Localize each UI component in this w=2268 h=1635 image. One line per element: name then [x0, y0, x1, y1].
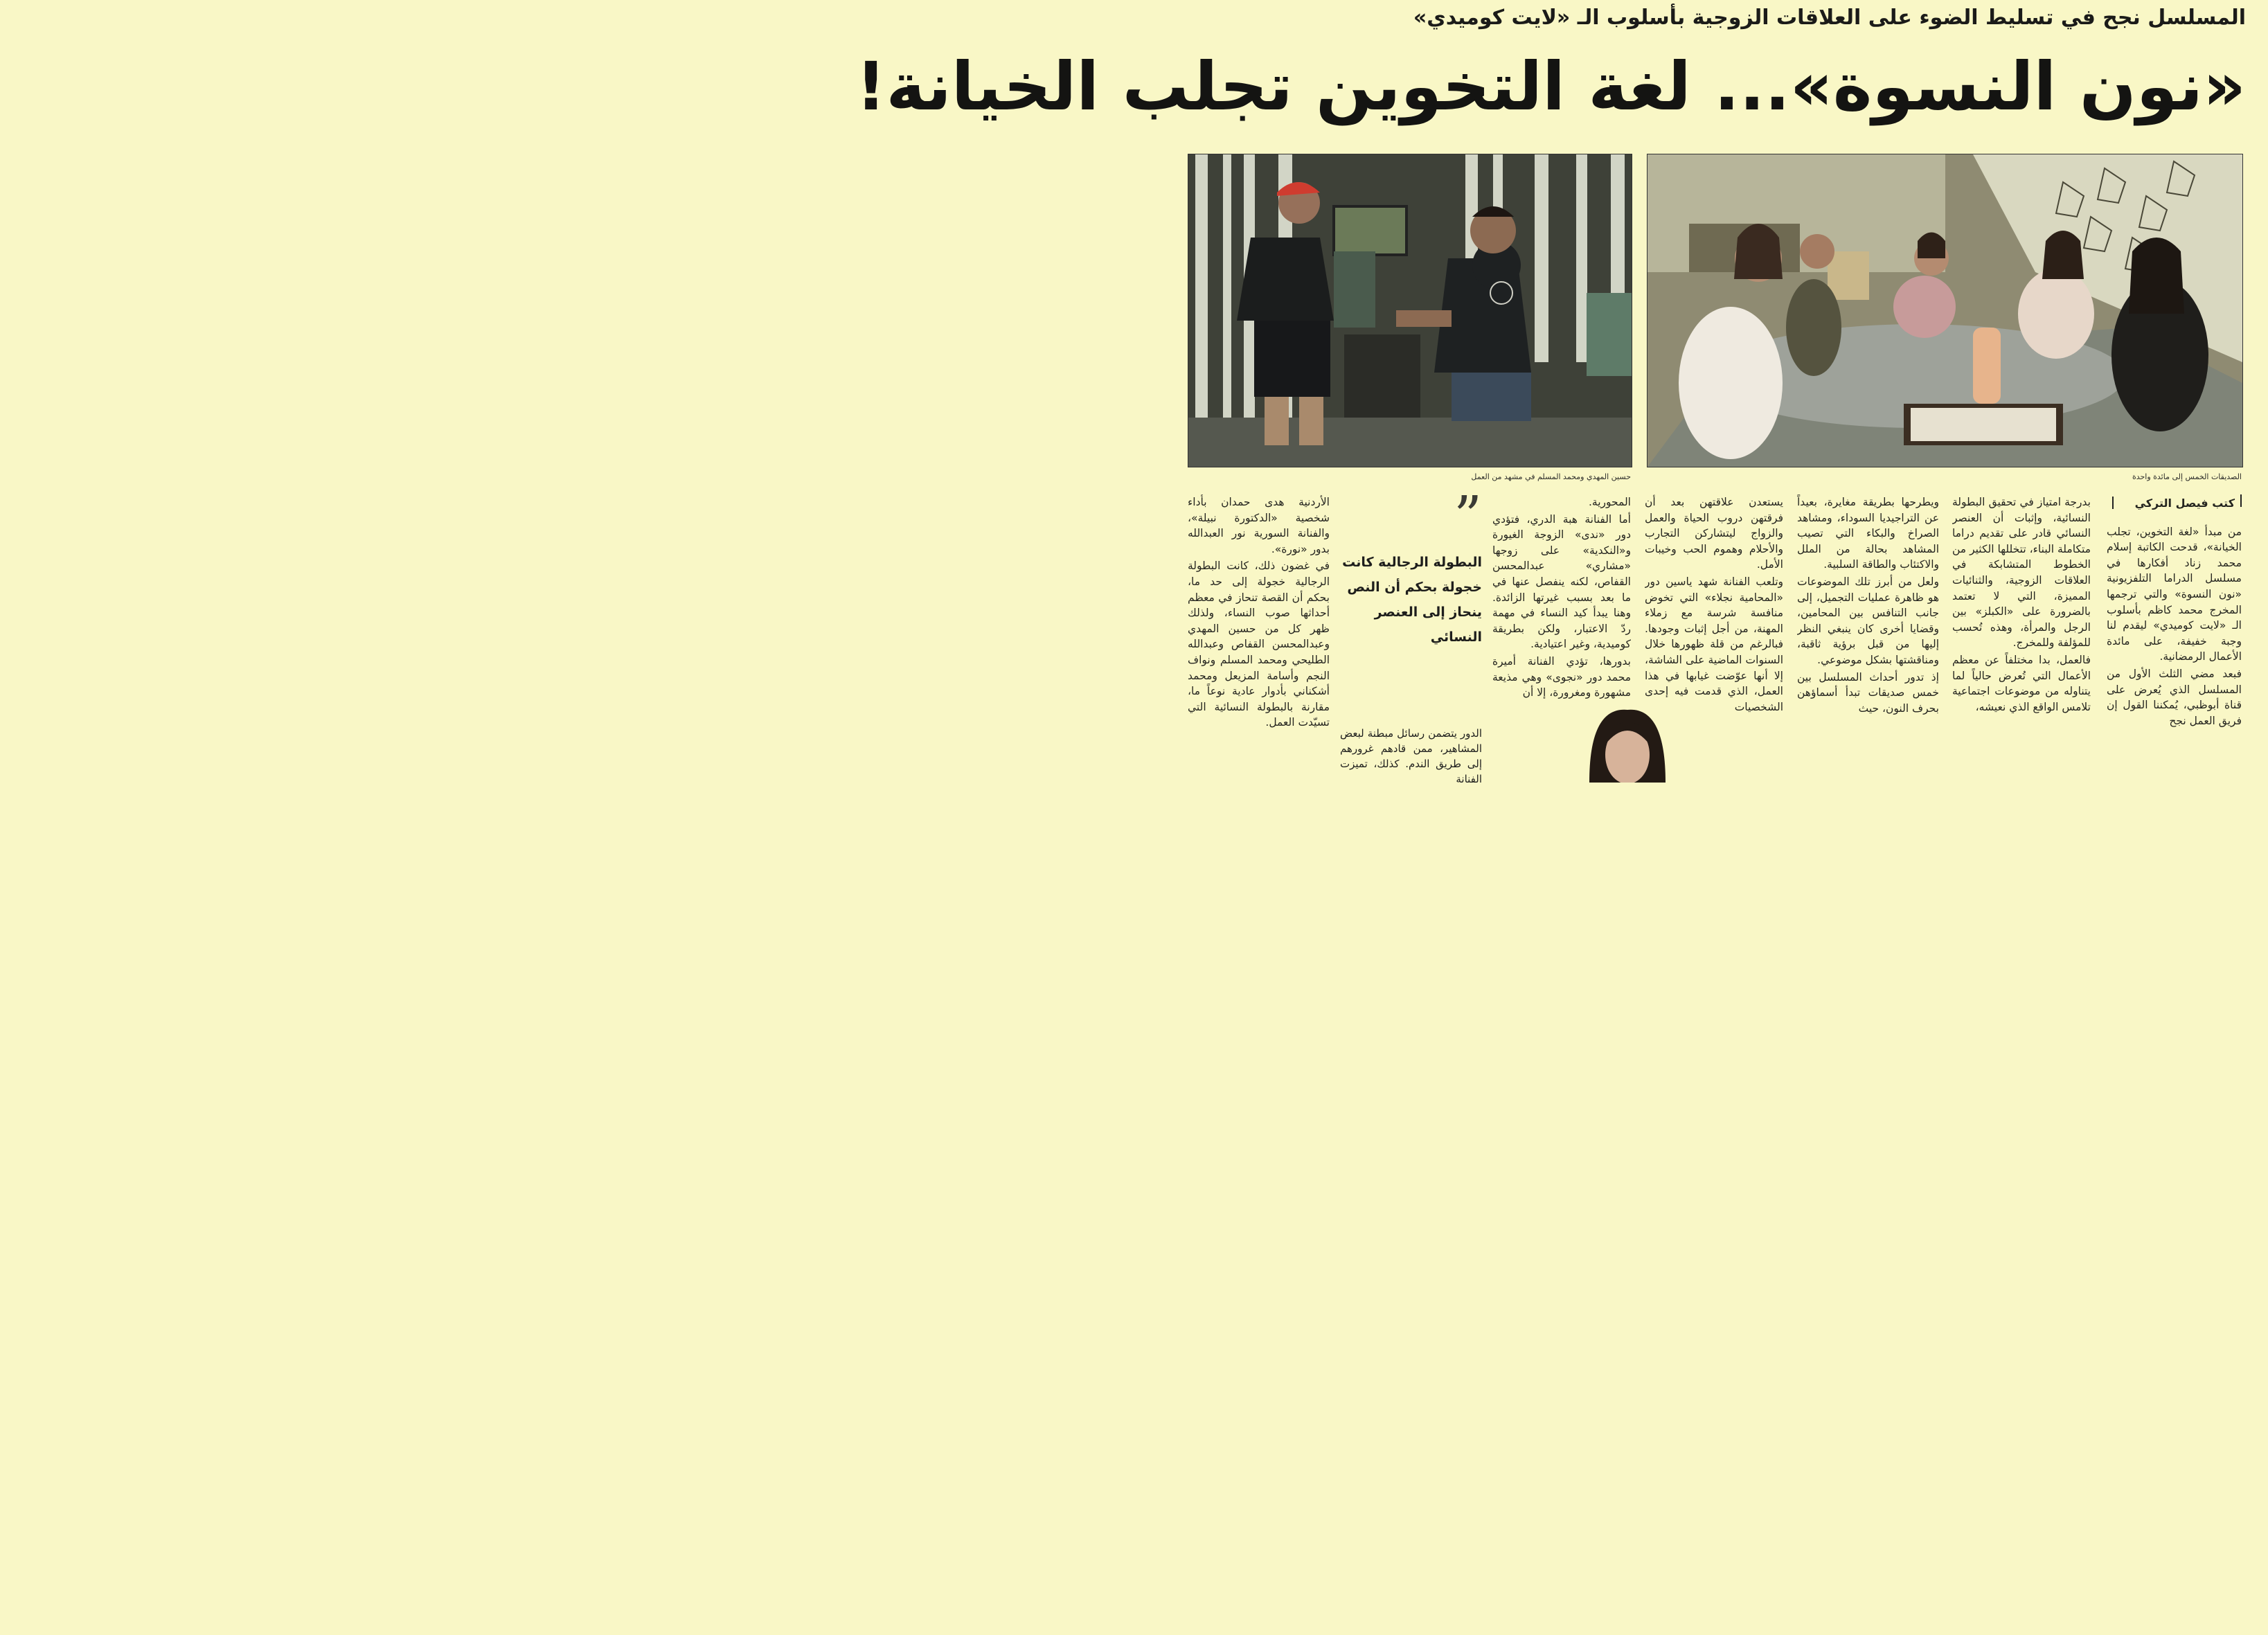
paragraph: في غضون ذلك، كانت البطولة الرجالية خجولة إلى حد ما، بحكم أن القصة تنحاز في معظم أحداثها صوب النساء، ولذلك ظهر كل من حسين المهدي وعبدالمحسن القفاص وعبدالله الطليحي ومحمد المسلم ونواف النجم وأسامة المزيعل ومحمد أشكناني بأدوار عادية نوعاً ما، مقارنة بالبطولة النسائية التي تسيّدت العمل. [1188, 560, 1330, 729]
paragraph: يستعدن علاقتهن بعد أن فرقتهن دروب الحياة والعمل والزواج ليتشاركن التجارب والأحلام وهموم الحب وخيبات الأمل. [1645, 496, 1783, 571]
photo-gym-scene [1188, 154, 1632, 467]
dinner-scene-image [1648, 154, 2242, 467]
paragraph: الأردنية هدى حمدان بأداء شخصية «الدكتورة نبيلة»، والفنانة السورية نور العبدالله بدور «نورة». [1188, 496, 1330, 555]
pull-quote-text: البطولة الرجالية كانت خجولة بحكم أن النص ينحاز إلى العنصر النسائي [1342, 555, 1482, 645]
paragraph: وتلعب الفنانة شهد ياسين دور «المحامية نجلاء» التي تخوض منافسة شرسة مع زملاء المهنة، من أجل إثبات وجودها. فبالرغم من قلة ظهورها خلال السنوات الماضية على الشاشة، إلا أنها عوّضت غيابها في هذا العمل، الذي قدمت فيه إحدى الشخصيات [1645, 575, 1783, 713]
paragraph: إذ تدور أحداث المسلسل بين خمس صديقات تبدأ أسماؤهن بحرف النون، حيث [1797, 670, 1939, 715]
photo-dinner-table [1647, 154, 2243, 467]
byline [2107, 494, 2242, 512]
paragraph: بدرجة امتياز في تحقيق البطولة النسائية، وإثبات أن العنصر النسائي قادر على تقديم دراما متكاملة البناء، تتخللها الكثير من الخطوط المتشابكة في العلاقات الزوجية، والثنائيات المميزة، التي لا تعتمد بالضرورة على «الكبلز» بين الرجل والمرأة، وهذه تُحسب للمؤلفة وللمخرج. [1952, 496, 2091, 650]
caption-right-photo: الصديقات الخمس إلى مائدة واحدة [2132, 472, 2242, 481]
kicker-subheadline: المسلسل نجح في تسليط الضوء على العلاقات الزوجية بأسلوب الـ «لايت كوميدي» [1413, 6, 2246, 30]
headline: «نون النسوة»... لغة التخوين تجلب الخيانة! [855, 48, 2246, 125]
article-column-3 [1797, 494, 1939, 783]
paragraph: فبعد مضي الثلث الأول من المسلسل الذي يُعرض على قناة أبوظبي، يُمكننا القول إن فريق العمل نجح [2107, 667, 2242, 727]
quote-mark-icon: ” [1454, 484, 1482, 548]
paragraph: ويطرحها بطريقة مغايرة، بعيداً عن التراجيديا السوداء، ومشاهد الصراخ والبكاء التي تصيب المشاهد بحالة من الملل والاكتئاب والطاقة السلبية. [1797, 496, 1939, 571]
pull-quote-continuation: الدور يتضمن رسائل مبطنة لبعض المشاهير، ممن قادهم غرورهم إلى طريق الندم. كذلك، تميزت الفنانة [1340, 727, 1482, 785]
paragraph: ولعل من أبرز تلك الموضوعات هو ظاهرة عمليات التجميل، إلى جانب التنافس بين المحامين، وقضايا أخرى كان ينبغي النظر إليها من قبل برؤية ثاقبة، ومناقشتها بشكل موضوعي. [1797, 575, 1939, 666]
paragraph: بدورها، تؤدي الفنانة أميرة محمد دور «نجوى» وهي مذيعة مشهورة ومغرورة، إلا أن [1492, 654, 1631, 699]
paragraph: فالعمل، بدا مختلفاً عن معظم الأعمال التي تُعرض حالياً لما يتناوله من موضوعات اجتماعية تلامس الواقع الذي نعيشه، [1952, 653, 2091, 713]
article-column-6 [1188, 494, 1330, 783]
paragraph: من مبدأ «لغة التخوين، تجلب الخيانة»، قدحت الكاتبة إسلام محمد زناد أفكارها في مسلسل الدراما التلفزيونية «نون النسوة» والتي ترجمها المخرج محمد كاظم بأسلوب الـ «لايت كوميدي» ليقدم لنا وجبة خفيفة، على مائدة الأعمال الرمضانية. [2107, 525, 2242, 663]
article-column-2 [1952, 494, 2091, 783]
byline-text: كتب فيصل التركي [2134, 497, 2235, 510]
gym-scene-image [1188, 154, 1632, 467]
caption-left-photo: حسين المهدي ومحمد المسلم في مشهد من العمل [1471, 472, 1631, 481]
paragraph: المحورية. [1588, 496, 1631, 508]
paragraph: أما الفنانة هبة الدري، فتؤدي دور «ندى» الزوجة الغيورة و«النكدية» على زوجها «مشاري» عبدالمحسن القفاص، لكنه ينفصل عنها في ما بعد بسبب غيرتها الزائدة. وهنا يبدأ كيد النساء في مهمة ردّ الاعتبار، ولكن بطريقة كوميدية، وغير اعتيادية. [1492, 512, 1631, 651]
byline-bar [2240, 494, 2242, 507]
portrait-photo [1582, 706, 1672, 783]
byline-bar-end [2112, 497, 2114, 509]
pull-quote [1340, 484, 1482, 785]
portrait-image [1582, 706, 1672, 783]
article-column-1 [2107, 494, 2242, 783]
